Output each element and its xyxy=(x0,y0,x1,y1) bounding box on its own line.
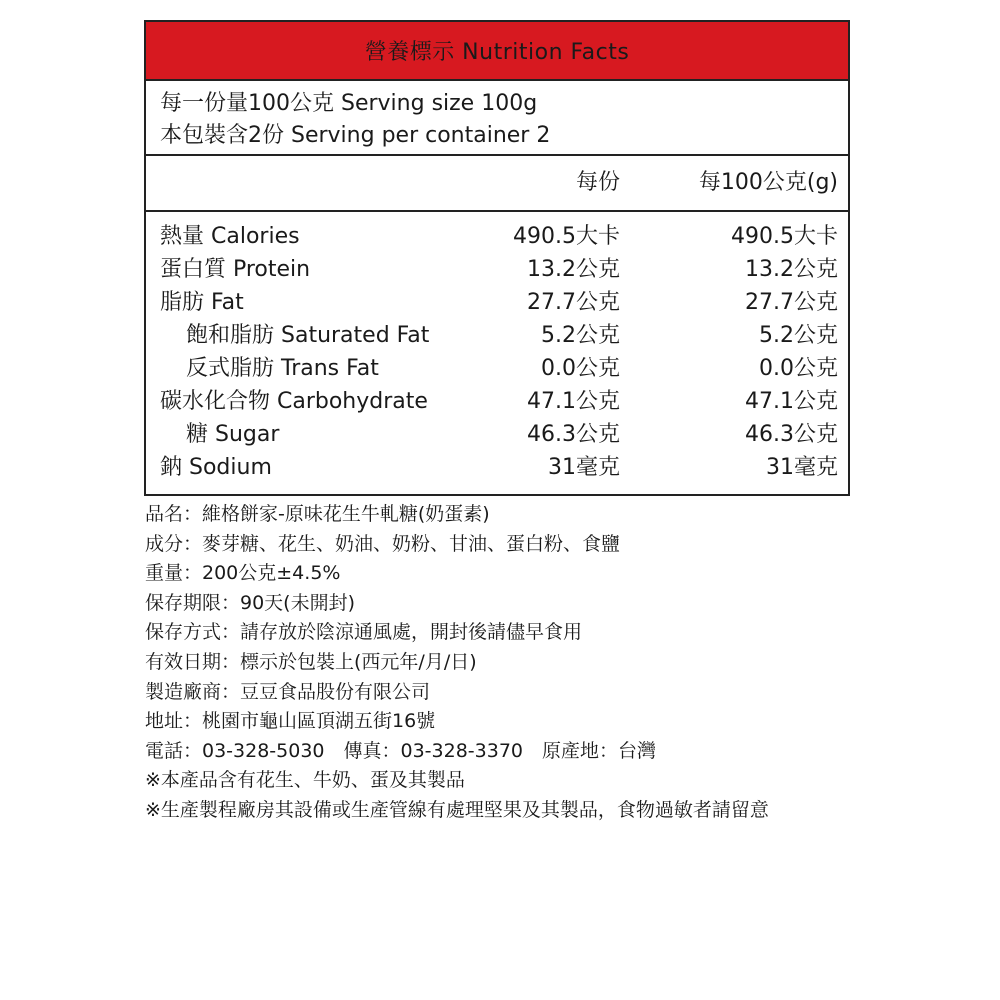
serving-info xyxy=(146,81,848,156)
nutrient-row-calories xyxy=(146,220,848,253)
nutrient-row-trans-fat xyxy=(146,352,848,385)
nutrient-name: 飽和脂肪 Saturated Fat xyxy=(186,323,430,348)
contact-origin: 電話：03-328-5030 傳真：03-328-3370 原產地：台灣 xyxy=(145,739,657,762)
nutrient-per-serving: 13.2公克 xyxy=(527,257,620,282)
servings-per-container: 本包裝含2份 Serving per container 2 xyxy=(160,123,551,148)
manufacturer: 製造廠商：豆豆食品股份有限公司 xyxy=(145,680,431,703)
nutrient-per-serving: 490.5大卡 xyxy=(513,224,620,249)
nutrient-per-serving: 0.0公克 xyxy=(541,356,620,381)
nutrient-row-saturated-fat xyxy=(146,319,848,352)
nutrient-per-100g: 31毫克 xyxy=(766,455,838,480)
nutrient-per-serving: 31毫克 xyxy=(548,455,620,480)
nutrient-per-100g: 13.2公克 xyxy=(745,257,838,282)
nutrient-name: 蛋白質 Protein xyxy=(160,257,311,282)
column-headers xyxy=(146,156,848,212)
nutrient-per-100g: 47.1公克 xyxy=(745,389,838,414)
nutrition-facts-title: 營養標示 Nutrition Facts xyxy=(146,22,848,81)
nutrient-per-100g: 0.0公克 xyxy=(759,356,838,381)
nutrient-name: 碳水化合物 Carbohydrate xyxy=(160,389,428,414)
nutrient-per-100g: 490.5大卡 xyxy=(731,224,838,249)
nutrient-per-100g: 5.2公克 xyxy=(759,323,838,348)
expiry-date: 有效日期：標示於包裝上(西元年/月/日) xyxy=(145,650,477,673)
nutrition-facts-table xyxy=(144,20,850,496)
nutrient-per-serving: 5.2公克 xyxy=(541,323,620,348)
nutrient-row-fat xyxy=(146,286,848,319)
serving-size: 每一份量100公克 Serving size 100g xyxy=(160,91,538,116)
column-header-per-100g: 每100公克(g) xyxy=(698,170,838,195)
nutrient-row-sugar xyxy=(146,418,848,451)
nutrient-per-serving: 27.7公克 xyxy=(527,290,620,315)
nutrient-row-carbohydrate xyxy=(146,385,848,418)
nutrient-list xyxy=(146,212,848,484)
nutrient-per-serving: 46.3公克 xyxy=(527,422,620,447)
column-header-per-serving: 每份 xyxy=(575,170,620,195)
ingredients: 成分：麥芽糖、花生、奶油、奶粉、甘油、蛋白粉、食鹽 xyxy=(145,532,621,555)
nutrient-name: 脂肪 Fat xyxy=(160,290,244,315)
nutrient-name: 熱量 Calories xyxy=(160,224,300,249)
nutrient-row-sodium xyxy=(146,451,848,484)
net-weight: 重量：200公克±4.5% xyxy=(145,562,341,585)
shelf-life: 保存期限：90天(未開封) xyxy=(145,591,356,614)
storage-method: 保存方式：請存放於陰涼通風處，開封後請儘早食用 xyxy=(145,621,583,644)
nutrient-per-serving: 47.1公克 xyxy=(527,389,620,414)
nutrient-name: 糖 Sugar xyxy=(186,422,280,447)
nutrient-name: 鈉 Sodium xyxy=(160,455,272,480)
nutrient-row-protein xyxy=(146,253,848,286)
address: 地址：桃園市龜山區頂湖五街16號 xyxy=(145,710,436,733)
facility-allergen-notice: ※生產製程廠房其設備或生產管線有處理堅果及其製品，食物過敏者請留意 xyxy=(145,798,769,821)
product-info xyxy=(145,500,865,826)
nutrient-per-100g: 27.7公克 xyxy=(745,290,838,315)
nutrient-per-100g: 46.3公克 xyxy=(745,422,838,447)
allergen-notice: ※本產品含有花生、牛奶、蛋及其製品 xyxy=(145,769,465,792)
product-name: 品名：維格餅家-原味花生牛軋糖(奶蛋素) xyxy=(145,503,490,525)
nutrient-name: 反式脂肪 Trans Fat xyxy=(186,356,379,381)
